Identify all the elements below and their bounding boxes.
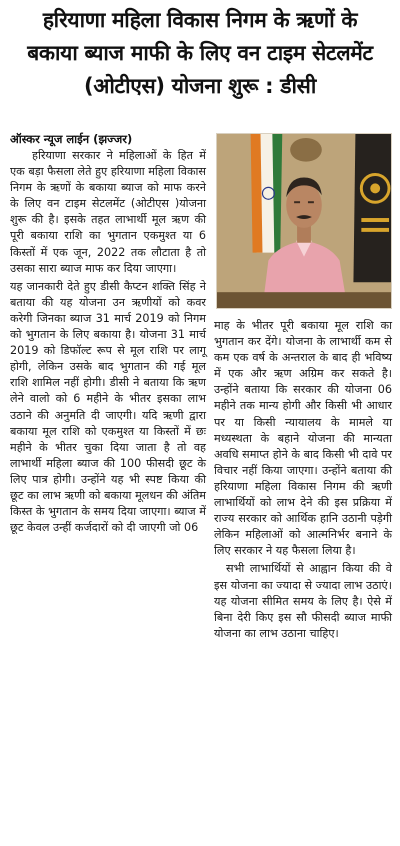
article-column-left: [10, 148, 206, 538]
article-paragraph: हरियाणा सरकार ने महिलाओं के हित में एक बड़ा फैसला लेते हुए हरियाणा महिला विकास निगम के ऋणों के बकाया ब्याज को माफ करने के लिए वन टाइम सेटलमेंट (ओटीएस )योजना शुरू की है। इसके तहत लाभार्थी मूल ऋण की पूरी बकाया राशि का भुगतान एकमुश्त या 6 किस्तों में एक जून, 2022 तक लौटाता है तो उसका सारा ब्याज माफ कर दिया जाएगा।: [10, 149, 206, 275]
byline: ऑस्कर न्यूज लाईन (झज्जर): [10, 132, 133, 146]
headline-line-1: हरियाणा महिला विकास निगम के ऋणों के: [42, 8, 358, 32]
article-paragraph: यह जानकारी देते हुए डीसी कैप्टन शक्ति सिंह ने बताया की यह योजना उन ऋणीयों को कवर करेगी जिनका ब्याज 31 मार्च 2019 को निगम को भुगतान के लिए बकाया है। योजना 31 मार्च 2019 को डिफॉल्ट रूप से मूल राशि पर लागू होगी, लेकिन उसके बाद भुगतान की गई मूल राशि शामिल नहीं होगी। डीसी ने बताया कि ऋण लेने वालो को 6 महीने के भीतर इसका लाभ उठाने की अनुमति दी जाएगी। यदि ऋणी द्वारा बकाया मूल राशि को एकमुश्त या किस्तों में छः महीने के भीतर चुका दिया जाता है तो वह लाभार्थी महिला ब्याज की 100 फीसदी छूट के लिए पात्र होगी। उन्होंने यह भी स्पष्ट किया की छूट का लाभ ऋणी को बकाया मूलधन की अंतिम किस्त के भुगतान के समय दिया जाएगा। ब्याज में छूट केवल उन्हीं कर्जदारों को दी जाएगी जो 06: [10, 279, 206, 535]
article-paragraph: माह के भीतर पूरी बकाया मूल राशि का भुगतान कर देंगे। योजना के लाभार्थी कम से कम एक वर्ष के अन्तराल के बाद ही भविष्य में एक और ऋण अग्रिम कर सकते है। उन्होंने बताया कि सरकार की योजना 06 महीने तक मान्य होगी और किसी भी आधार पर या किसी न्यायालय के मामले या मध्यस्थता के बहाने योजना की मान्यता अवधि समाप्त होने के बाद किसी भी दावे पर विचार नहीं किया जाएगा। उन्होंने बताया की हरियाणा महिला विकास निगम की ऋणी लाभार्थियों को लाभ देने की इस प्रक्रिया में राज्य सरकार को आर्थिक हानि उठानी पड़ेगी लेकिन महिलाओं को आत्मनिर्भर बनाने के लिए सरकार ने यह फैसला लिया है।: [214, 319, 392, 558]
headline-line-2: बकाया ब्याज माफी के लिए वन टाइम सेटलमेंट: [27, 41, 373, 65]
headline-line-3: (ओटीएस) योजना शुरू : डीसी: [84, 74, 316, 98]
article-column-right: [214, 318, 392, 644]
portrait-photo-graphic: [217, 134, 391, 308]
emblem-flag-icon: [353, 134, 391, 282]
portrait-photo-icon: [216, 133, 392, 309]
article-paragraph: सभी लाभार्थियों से आह्वान किया की वे इस योजना का ज्यादा से ज्यादा लाभ उठाएं। यह योजना सीमित समय के लिए है। ऐसे में बिना देरी किए इस सौ फीसदी ब्याज माफी योजना का लाभ उठाना चाहिए।: [214, 562, 392, 640]
headline: [6, 4, 394, 103]
